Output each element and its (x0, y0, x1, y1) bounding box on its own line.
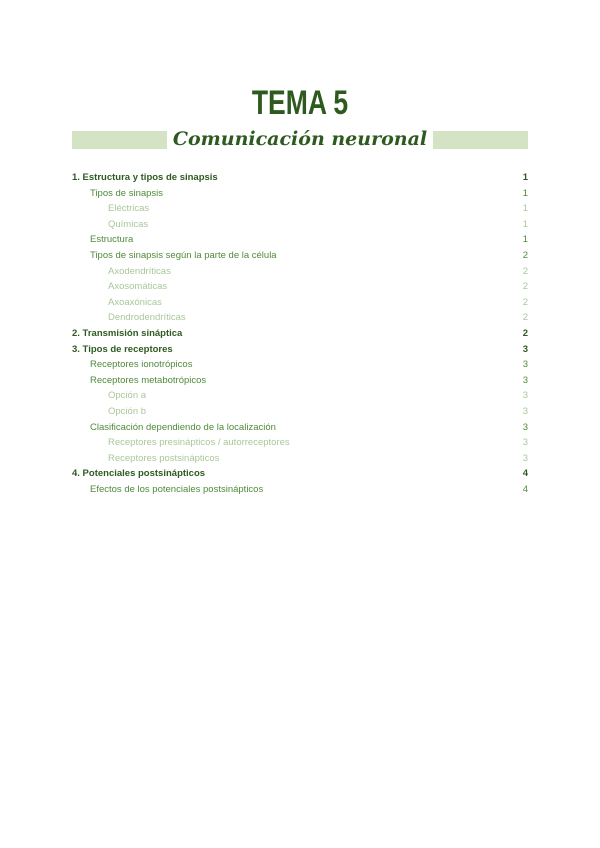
toc-entry-label: 4. Potenciales postsinápticos (72, 468, 206, 480)
toc-entry-label: Químicas (108, 218, 149, 230)
toc-entry-page: 3 (522, 359, 528, 371)
page-subtitle: Comunicación neuronal (167, 126, 433, 152)
toc-entry-page: 1 (522, 234, 528, 246)
toc-entry[interactable] (72, 264, 528, 280)
toc-entry[interactable] (72, 170, 528, 186)
toc-entry-page: 2 (522, 265, 528, 277)
toc-entry-page: 3 (522, 343, 528, 355)
toc-entry-page: 2 (522, 296, 528, 308)
toc-entry-label: Axoaxónicas (108, 296, 162, 308)
toc-entry[interactable] (72, 342, 528, 358)
toc-entry-label: Receptores postsinápticos (108, 452, 220, 464)
table-of-contents (72, 170, 528, 497)
toc-entry-label: Opción a (108, 390, 147, 402)
toc-entry-page: 3 (522, 374, 528, 386)
toc-entry-label: Efectos de los potenciales postsinápticos (90, 483, 264, 495)
toc-entry[interactable] (72, 420, 528, 436)
toc-entry-page: 1 (522, 172, 528, 183)
toc-entry-page: 3 (522, 452, 528, 464)
toc-entry-label: Tipos de sinapsis según la parte de la célula (90, 249, 277, 261)
toc-entry-page: 1 (522, 187, 528, 199)
toc-entry[interactable] (72, 435, 528, 451)
toc-entry-label: Eléctricas (108, 203, 150, 215)
toc-entry-page: 2 (522, 281, 528, 293)
toc-entry[interactable] (72, 451, 528, 467)
toc-entry-label: Dendrodendríticas (108, 312, 186, 324)
toc-entry-label: 3. Tipos de receptores (72, 343, 173, 355)
toc-entry-label: 1. Estructura y tipos de sinapsis (72, 172, 218, 183)
toc-entry[interactable] (72, 186, 528, 202)
toc-entry[interactable] (72, 217, 528, 233)
toc-entry[interactable] (72, 404, 528, 420)
toc-entry[interactable] (72, 357, 528, 373)
toc-entry[interactable] (72, 482, 528, 498)
subtitle-wrapper (0, 126, 600, 152)
toc-entry-label: Clasificación dependiendo de la localización (90, 421, 276, 433)
toc-entry[interactable] (72, 248, 528, 264)
toc-entry-page: 2 (522, 249, 528, 261)
toc-entry[interactable] (72, 388, 528, 404)
toc-entry-label: Tipos de sinapsis (90, 187, 164, 199)
toc-entry[interactable] (72, 310, 528, 326)
toc-entry-page: 3 (522, 390, 528, 402)
toc-entry-page: 4 (522, 483, 528, 495)
page-title: TEMA 5 (251, 84, 349, 122)
toc-entry-label: Receptores ionotrópicos (90, 359, 193, 371)
toc-entry[interactable] (72, 201, 528, 217)
toc-entry-label: Receptores presinápticos / autorreceptores (108, 437, 290, 449)
toc-entry-page: 3 (522, 421, 528, 433)
toc-entry[interactable] (72, 232, 528, 248)
toc-entry[interactable] (72, 295, 528, 311)
toc-entry-page: 4 (522, 468, 528, 480)
toc-entry[interactable] (72, 279, 528, 295)
toc-entry-page: 1 (522, 218, 528, 230)
toc-entry-label: Axosomáticas (108, 281, 168, 293)
toc-entry-label: Opción b (108, 405, 147, 417)
toc-entry-page: 2 (522, 312, 528, 324)
toc-entry-page: 2 (522, 327, 528, 339)
toc-entry-page: 3 (522, 437, 528, 449)
toc-entry-page: 3 (522, 405, 528, 417)
toc-entry-label: Estructura (90, 234, 134, 246)
toc-entry-label: 2. Transmisión sináptica (72, 327, 183, 339)
toc-entry-label: Receptores metabotrópicos (90, 374, 207, 386)
toc-entry-page: 1 (522, 203, 528, 215)
toc-entry[interactable] (72, 466, 528, 482)
toc-entry[interactable] (72, 326, 528, 342)
toc-entry-label: Axodendríticas (108, 265, 171, 277)
toc-entry[interactable] (72, 373, 528, 389)
